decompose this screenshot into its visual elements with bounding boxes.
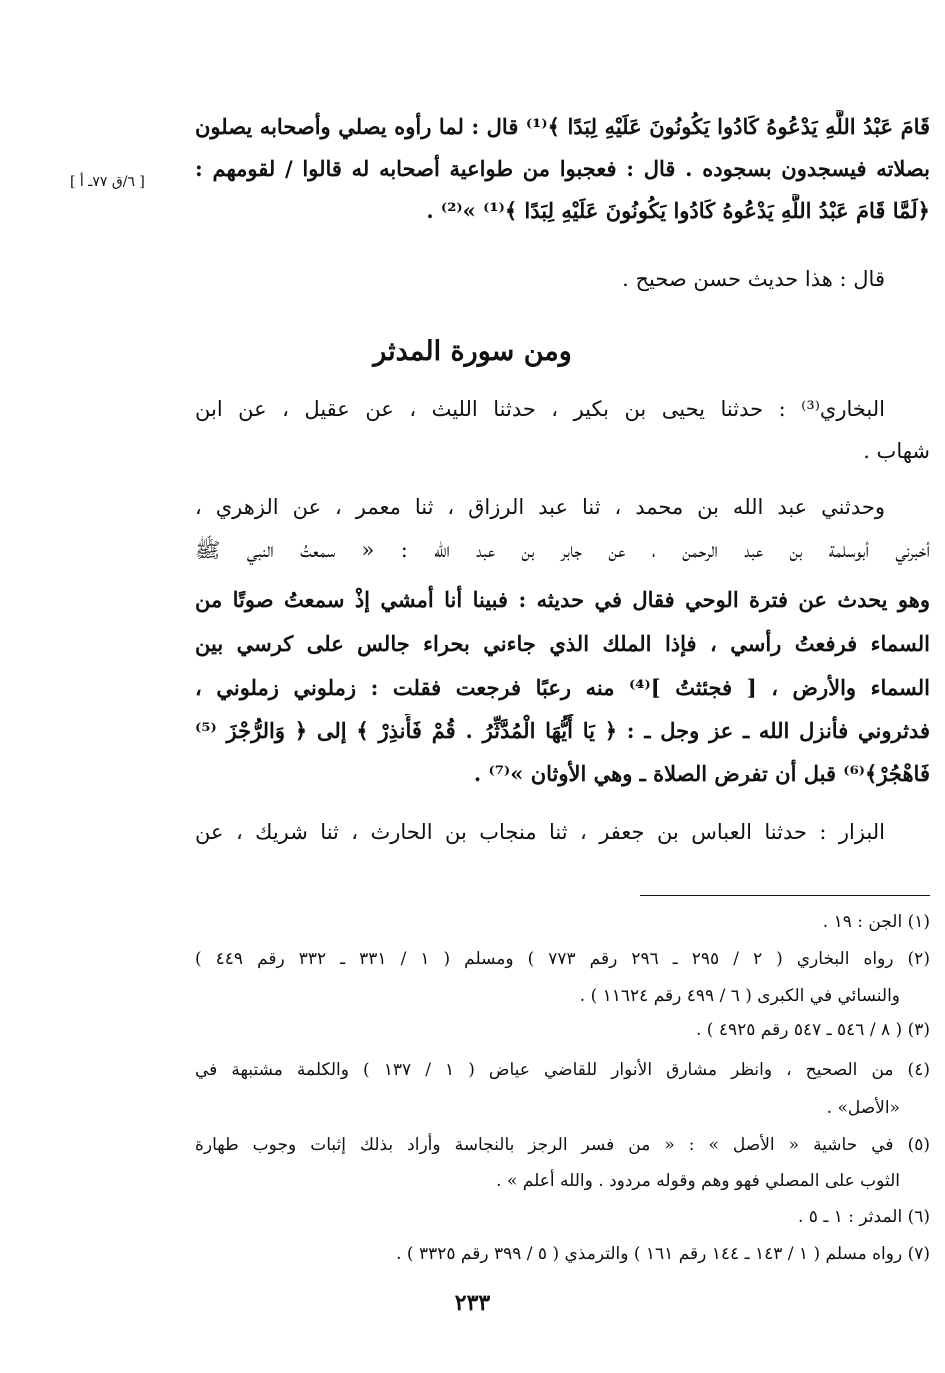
text-line: قال : هذا حديث حسن صحيح . — [622, 267, 885, 291]
text-line: شهاب . — [863, 439, 930, 463]
text-line: السماء والأرض ، [ فجئثتُ ]⁽⁴⁾ منه رعبًا فرجعت فقلت : زملوني زملوني ، — [195, 675, 930, 700]
text-line: ﴿لَمَّا قَامَ عَبْدُ اللَّهِ يَدْعُوهُ كَادُوا يَكُونُونَ عَلَيْهِ لِبَدًا ﴾⁽¹⁾ »⁽²⁾ . — [426, 198, 930, 223]
text-line: البخاري⁽³⁾ : حدثنا يحيى بن بكير ، حدثنا الليث ، عن عقيل ، عن ابن — [195, 397, 885, 421]
footnote-continuation: والنسائي في الكبرى ( ٦ / ٤٩٩ رقم ١١٦٢٤ ) . — [579, 986, 900, 1006]
page-number: ٢٣٣ — [454, 1290, 491, 1316]
footnote-separator — [640, 895, 930, 896]
footnote: (٥) في حاشية « الأصل » : « من فسر الرجز بالنجاسة وأراد بذلك إثبات وجوب طهارة — [195, 1135, 930, 1155]
text-line: فدثروني فأنزل الله ـ عز وجل ـ : ﴿ يَا أَيُّهَا الْمُدَّثِّرُ . قُمْ فَأَنذِرْ ﴾ إلى ﴿ وَالرُّجْزَ ⁽⁵⁾ — [195, 718, 930, 743]
footnote-continuation: «الأصل» . — [826, 1098, 900, 1118]
text-line: فَاهْجُرْ﴾⁽⁶⁾ قبل أن تفرض الصلاة ـ وهي الأوثان »⁽⁷⁾ . — [473, 761, 930, 786]
text-line: بصلاته فيسجدون بسجوده . قال : فعجبوا من طواعية أصحابه له قالوا / لقومهم : — [195, 156, 930, 181]
text-line: أخبرني أبوسلمة بن عبد الرحمن ، عن جابر بن عبد الله : « سمعتُ النبي ﷺ — [195, 538, 930, 562]
text-line: وهو يحدث عن فترة الوحي فقال في حديثه : فبينا أنا أمشي إذْ سمعتُ صوتًا من — [195, 587, 930, 612]
footnote: (٢) رواه البخاري ( ٢ / ٢٩٥ ـ ٢٩٦ رقم ٧٧٣ ) ومسلم ( ١ / ٣٣١ ـ ٣٣٢ رقم ٤٤٩ ) — [195, 949, 930, 969]
footnote: (١) الجن : ١٩ . — [822, 912, 930, 932]
manuscript-folio-note: [ ٦/ق ٧٧ـ أ ] — [70, 174, 145, 190]
text-line: البزار : حدثنا العباس بن جعفر ، ثنا منجاب بن الحارث ، ثنا شريك ، عن — [195, 820, 885, 844]
footnote: (٦) المدثر : ١ ـ ٥ . — [797, 1207, 930, 1227]
text-line: وحدثني عبد الله بن محمد ، ثنا عبد الرزاق ، ثنا معمر ، عن الزهري ، — [195, 495, 885, 519]
section-heading: ومن سورة المدثر — [373, 336, 572, 367]
footnote: (٤) من الصحيح ، وانظر مشارق الأنوار للقاضي عياض ( ١ / ١٣٧ ) والكلمة مشتبهة في — [195, 1060, 930, 1080]
text-line: السماء فرفعتُ رأسي ، فإذا الملك الذي جاءني بحراء جالس على كرسي بين — [195, 631, 930, 656]
footnote: (٧) رواه مسلم ( ١ / ١٤٣ ـ ١٤٤ رقم ١٦١ ) والترمذي ( ٥ / ٣٩٩ رقم ٣٣٢٥ ) . — [396, 1244, 930, 1264]
footnote-continuation: الثوب على المصلي فهو وهم وقوله مردود . والله أعلم » . — [496, 1171, 900, 1191]
footnote: (٣) ( ٨ / ٥٤٦ ـ ٥٤٧ رقم ٤٩٢٥ ) . — [696, 1020, 930, 1040]
text-line: قَامَ عَبْدُ اللَّهِ يَدْعُوهُ كَادُوا يَكُونُونَ عَلَيْهِ لِبَدًا ﴾⁽¹⁾ قال : لما رأوه يصلي وأصحابه يصلون — [195, 114, 930, 139]
